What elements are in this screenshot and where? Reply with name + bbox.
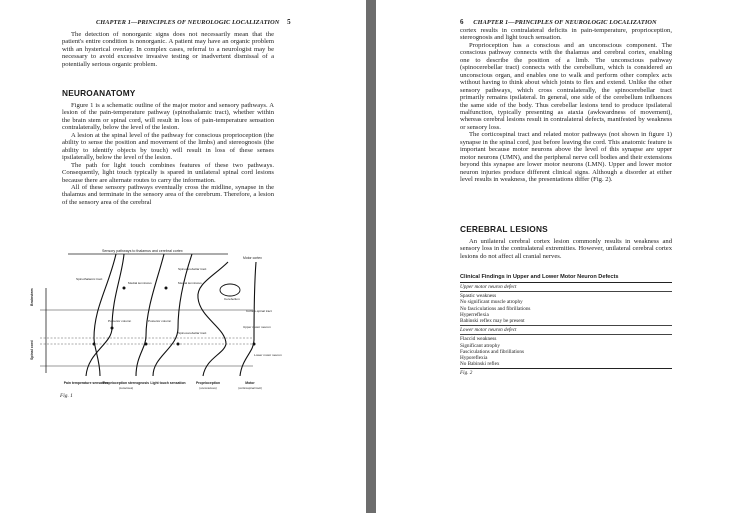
paragraph: All of these sensory pathways eventually cross the midline, synapse in the thalamus and terminate in the sensory area of the cerebrum. Therefore, a lesion of the sensory area of the cerebral (62, 183, 274, 206)
left-page (0, 0, 366, 513)
table-item: Significant atrophy (460, 342, 500, 349)
section-heading: NEUROANATOMY (62, 88, 136, 98)
table-subheading: Lower motor neuron defect (460, 327, 517, 334)
cerebral-lesions-section (460, 226, 672, 233)
table-item: No Babinski reflex (460, 361, 500, 368)
table-title: Clinical Findings in Upper and Lower Motor Neuron Defects (460, 274, 619, 280)
fig-bottom-label: Pain temperature sensation (63, 381, 109, 385)
paragraph: Proprioception has a conscious and an unconscious component. The conscious pathway connects with the thalamus and cerebral cortex, enabling one to describe the position of a limb. The unconscious pathway (spinocerebellar tract) connects with the cerebellum, which is considered an unconscious organ, and enables one to walk and perform other complex acts without having to think about which joints to flex and extend. Unlike the other sensory pathways, which cross contralaterally, the spinocerebellar tract primarily remains ipsilateral. In general, one side of the cerebellum influences the same side of the body. Thus cerebellar lesions tend to produce ipsilateral malfunction, typically presenting as ataxia (awkwardness of movement), whereas cerebral lesions result in contralateral defects, manifested by weakness or sensory loss. (460, 41, 672, 131)
table-caption: Fig. 2 (460, 370, 473, 377)
right-page (376, 0, 743, 513)
body-text (460, 27, 672, 184)
fig-motor-cortex-label: Motor cortex (243, 256, 262, 260)
clinical-findings-table (460, 274, 672, 378)
table-item: Babinski reflex may be present (460, 318, 525, 325)
table-item: No significant muscle atrophy (460, 299, 523, 306)
fig-label: Spinothalamic tract (76, 277, 103, 281)
fig-bottom-sub: (corticospinal tract) (238, 386, 262, 390)
paragraph: The path for light touch combines features of these two pathways. Consequently, light touch typically is spared in unilateral spinal cord lesions because there are alternate routes to carry the information. (62, 161, 274, 184)
fig-label: Medial lemniscus (128, 281, 152, 285)
fig-bottom-label: Light touch sensation (150, 381, 186, 385)
fig-label: Spinocerebellar tract (178, 331, 207, 335)
table-rule (460, 368, 672, 369)
paragraph: An unilateral cerebral cortex lesion commonly results in weakness and sensory loss in the contralateral extremities. However, unilateral cerebral cortex lesions do not affect all cranial nerves. (460, 238, 672, 260)
fig-label: Posterior column (148, 319, 172, 323)
fig-label: Cerebellum (224, 297, 240, 301)
table-item: Fasciculations and fibrillations (460, 348, 524, 355)
running-header (96, 18, 291, 26)
table-item: Spastic weakness (460, 293, 497, 300)
intro-text (62, 31, 274, 68)
fig-label: Upper motor neuron (243, 325, 271, 329)
fig-label: Medial lemniscus (178, 281, 202, 285)
page-number: 6 (460, 18, 464, 26)
table-subheading: Upper motor neuron defect (460, 284, 517, 290)
table-item: Hyporeflexia (460, 355, 488, 362)
table-rule (460, 282, 672, 283)
fig-bottom-sub: (unconscious) (199, 386, 217, 390)
paragraph: The detection of nonorganic signs does not necessarily mean that the patient's entire condition is nonorganic. A patient may have an organic problem with an hysterical overlay. In complex cases, referral to a neurologist may be necessary to avoid excessive invasive testing or inadvertent dismissal of a potentially serious organic problem. (62, 31, 274, 68)
neuroanatomy-text (62, 102, 274, 206)
figure-caption: Fig. 1 (60, 393, 73, 399)
fig-label: Cortico-spinal tract (246, 309, 272, 313)
paragraph: The corticospinal tract and related motor pathways (not shown in figure 1) synapse in the spinal cord, just before leaving the cord. This anatomic feature is important because motor neurons above the level of this synapse are upper motor neurons (UMN), and the peripheral nerve cell bodies and their extensions beyond this synapse are lower motor neurons (LMN). Upper and lower motor neuron injuries produce different clinical signs. Although a disorder at either level results in weakness, the presentations differ (Fig. 2). (460, 131, 672, 184)
fig-top-label: Sensory pathways to thalamus and cerebral cortex (102, 249, 183, 253)
neuroanatomy-section (62, 90, 274, 97)
chapter-title: CHAPTER 1—PRINCIPLES OF NEUROLOGIC LOCALIZATION (96, 19, 280, 26)
running-header (460, 18, 657, 26)
pathway-diagram (28, 248, 282, 396)
fig-label: Posterior column (108, 319, 132, 323)
paragraph: Figure 1 is a schematic outline of the major motor and sensory pathways. A lesion of the pain-temperature pathway (spinothalamic tract), whether within the brain stem or spinal cord, will result in loss of pain-temperature sensation contralaterally, below the level of the lesion. (62, 102, 274, 132)
page-number: 5 (287, 18, 291, 26)
fig-bottom-label: Proprioception (195, 381, 221, 385)
section-heading: CEREBRAL LESIONS (460, 224, 548, 234)
cerebral-lesions-text (460, 238, 672, 260)
chapter-title: CHAPTER 1—PRINCIPLES OF NEUROLOGIC LOCALIZATION (473, 19, 657, 26)
fig-spinal-cord-label: Spinal cord (30, 340, 34, 360)
table-rule (460, 291, 672, 292)
fig-bottom-label: Proprioception stereognosis (102, 381, 150, 385)
table-rule (460, 334, 672, 335)
fig-bottom-sub: (conscious) (118, 386, 134, 390)
paragraph: A lesion at the spinal level of the pathway for conscious proprioception (the ability to sense the position and movement of the limbs) and stereognosis (the ability to identify objects by touch) will result in loss of these senses ipsilaterally, below the level of the lesion. (62, 131, 274, 162)
table-item: No fasciculations and fibrillations (460, 305, 531, 312)
fig-bottom-label: Motor (245, 381, 255, 385)
fig-brainstem-label: Brainstem (30, 288, 34, 306)
fig-label: Spinocerebellar tract (178, 267, 207, 271)
paragraph: cortex results in contralateral deficits in pain-temperature, proprioception, stereognosis and light touch sensation. (460, 27, 672, 42)
fig-label: Lower motor neuron (254, 353, 282, 357)
table-item: Flaccid weakness (460, 336, 497, 343)
table-item: Hyperreflexia (460, 311, 489, 318)
